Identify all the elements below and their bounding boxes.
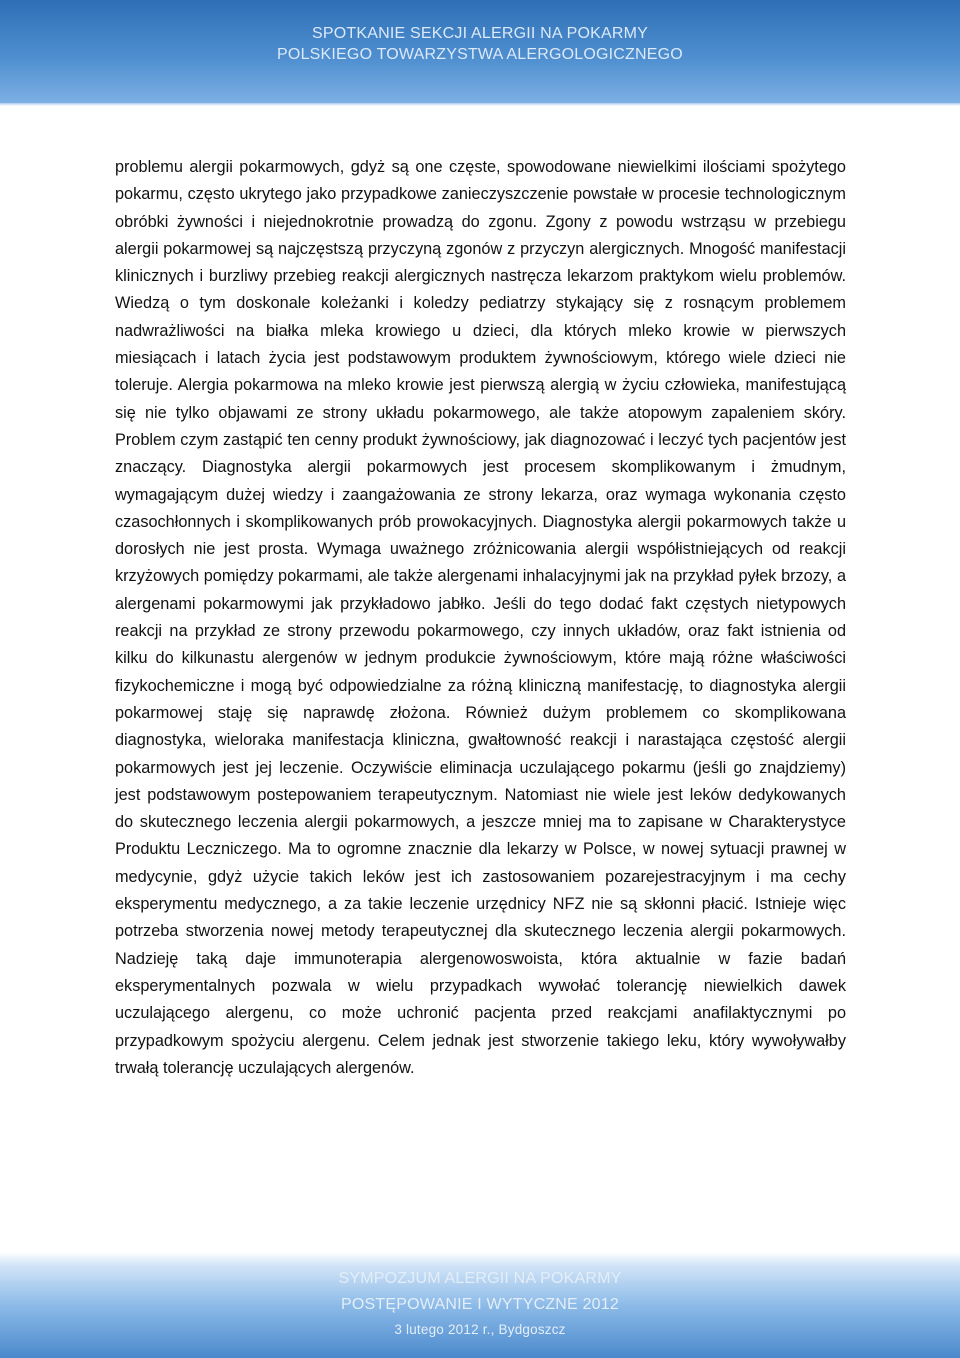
header-title-line2: POLSKIEGO TOWARZYSTWA ALERGOLOGICZNEGO	[277, 46, 683, 63]
footer-title-line1: SYMPOZJUM ALERGII NA POKARMY	[338, 1270, 622, 1287]
body-paragraph: problemu alergii pokarmowych, gdyż są one częste, spowodowane niewielkimi ilościami spożytego pokarmu, często ukrytego jako przypadkowe zanieczyszczenie powstałe w procesie technologicznym obróbki żywności i niejednokrotnie prowadzą do zgonu. Zgony z powodu wstrząsu w przebiegu alergii pokarmowej są najczęstszą przyczyną zgonów z przyczyn alergicznych. Mnogość manifestacji klinicznych i burzliwy przebieg reakcji alergicznych nastręcza lekarzom praktykom wielu problemów. Wiedzą o tym doskonale koleżanki i koledzy pediatrzy stykający się z rosnącym problemem nadwrażliwości na białka mleka krowiego u dzieci, dla których mleko krowie w pierwszych miesiącach i latach życia jest podstawowym produktem żywnościowym, którego wiele dzieci nie toleruje. Alergia pokarmowa na mleko krowie jest pierwszą alergią w życiu człowieka, manifestującą się nie tylko objawami ze strony układu pokarmowego, ale także atopowym zapaleniem skóry. Problem czym zastąpić ten cenny produkt żywnościowy, jak diagnozować i leczyć tych pacjentów jest znaczący. Diagnostyka alergii pokarmowych jest procesem skomplikowanym i żmudnym, wymagającym dużej wiedzy i zaangażowania ze strony lekarza, oraz wymaga wykonania często czasochłonnych i skomplikowanych prób prowokacyjnych. Diagnostyka alergii pokarmowych także u dorosłych nie jest prosta. Wymaga uważnego zróżnicowania alergii współistniejących od reakcji krzyżowych pomiędzy pokarmami, ale także alergenami inhalacyjnymi jak na przykład pyłek brzozy, a alergenami pokarmowymi jak przykładowo jabłko. Jeśli do tego dodać fakt częstych nietypowych reakcji na przykład ze strony przewodu pokarmowego, czy innych układów, oraz fakt istnienia od kilku do kilkunastu alergenów w jednym produkcie żywnościowym, które mają różne właściwości fizykochemiczne i mogą być odpowiedzialne za różną kliniczną manifestację, to diagnostyka alergii pokarmowej staję się naprawdę złożona. Również dużym problemem co skomplikowana diagnostyka, wieloraka manifestacja kliniczna, gwałtowność reakcji i narastająca częstość alergii pokarmowych jest jej leczenie. Oczywiście eliminacja uczulającego pokarmu (jeśli go znajdziemy) jest podstawowym postepowaniem terapeutycznym. Natomiast nie wiele jest leków dedykowanych do skutecznego leczenia alergii pokarmowych, a jeszcze mniej ma to zapisane w Charakterystyce Produktu Leczniczego. Ma to ogromne znacznie dla lekarzy w Polsce, w nowej sytuacji prawnej w medycynie, gdyż użycie takich leków jest ich zastosowaniem pozarejestracyjnym i ma cechy eksperymentu medycznego, a za takie leczenie urzędnicy NFZ nie są skłonni płacić. Istnieje więc potrzeba stworzenia nowej metody terapeutycznej dla skutecznego leczenia alergii pokarmowych. Nadzieję taką daje immunoterapia alergenowoswoista, która aktualnie w fazie badań eksperymentalnych pozwala w wielu przypadkach wywołać tolerancję niewielkich dawek uczulającego alergenu, co może uchronić pacjenta przed reakcjami anafilaktycznymi po przypadkowym spożyciu alergenu. Celem jednak jest stworzenie takiego leku, który wywoływałby trwałą tolerancję uczulających alergenów.	[115, 158, 846, 1077]
footer-title-line2: POSTĘPOWANIE I WYTYCZNE 2012	[341, 1296, 619, 1313]
footer-date-location: 3 lutego 2012 r., Bydgoszcz	[394, 1322, 566, 1337]
header-title-line1: SPOTKANIE SEKCJI ALERGII NA POKARMY	[312, 25, 648, 42]
